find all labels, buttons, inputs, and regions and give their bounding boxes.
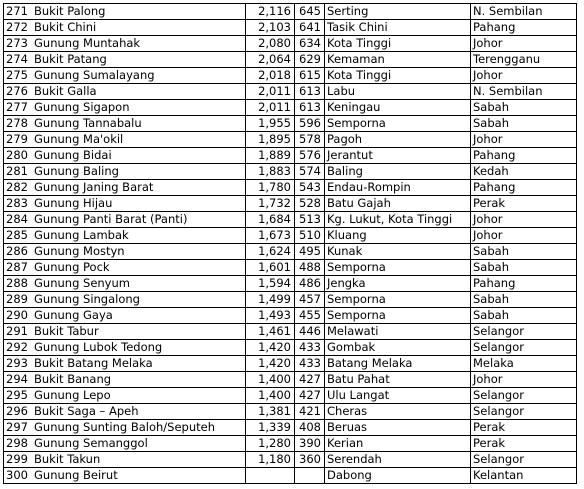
table-row (4, 100, 577, 116)
location-cell: Baling (325, 164, 471, 180)
table-row (4, 420, 577, 436)
mountain-name-cell: Gunung Ma'okil (32, 132, 246, 148)
table-row (4, 132, 577, 148)
height-metres-cell: 446 (295, 324, 325, 340)
height-feet-cell: 2,080 (246, 36, 295, 52)
height-metres-cell: 634 (295, 36, 325, 52)
location-cell: Keningau (325, 100, 471, 116)
table-row (4, 404, 577, 420)
state-cell: Pahang (471, 20, 577, 36)
state-cell: Sabah (471, 116, 577, 132)
height-feet-cell: 1,883 (246, 164, 295, 180)
height-metres-cell: 613 (295, 100, 325, 116)
table-row (4, 68, 577, 84)
state-cell: Johor (471, 212, 577, 228)
state-cell: Perak (471, 196, 577, 212)
location-cell: Tasik Chini (325, 20, 471, 36)
height-feet-cell: 2,116 (246, 4, 295, 20)
height-feet-cell: 1,624 (246, 244, 295, 260)
row-number-cell: 297 (4, 420, 33, 436)
location-cell: Serendah (325, 452, 471, 468)
table-row (4, 84, 577, 100)
table-row (4, 196, 577, 212)
table-row (4, 228, 577, 244)
state-cell: Kedah (471, 164, 577, 180)
mountain-name-cell: Bukit Takun (32, 452, 246, 468)
state-cell: Johor (471, 228, 577, 244)
location-cell: Gombak (325, 340, 471, 356)
height-feet-cell: 1,673 (246, 228, 295, 244)
table-row (4, 20, 577, 36)
table-row (4, 180, 577, 196)
table-row (4, 372, 577, 388)
height-feet-cell: 1,280 (246, 436, 295, 452)
table-row (4, 308, 577, 324)
row-number-cell: 279 (4, 132, 33, 148)
row-number-cell: 289 (4, 292, 33, 308)
location-cell: Semporna (325, 116, 471, 132)
height-feet-cell: 1,180 (246, 452, 295, 468)
mountain-table (3, 3, 577, 484)
row-number-cell: 275 (4, 68, 33, 84)
table-row (4, 324, 577, 340)
row-number-cell: 277 (4, 100, 33, 116)
mountain-name-cell: Gunung Semanggol (32, 436, 246, 452)
row-number-cell: 288 (4, 276, 33, 292)
table-row (4, 116, 577, 132)
mountain-name-cell: Bukit Chini (32, 20, 246, 36)
location-cell: Jerantut (325, 148, 471, 164)
state-cell: Johor (471, 36, 577, 52)
state-cell: Selangor (471, 404, 577, 420)
table-row (4, 260, 577, 276)
table-row (4, 436, 577, 452)
state-cell: Selangor (471, 452, 577, 468)
mountain-name-cell: Gunung Muntahak (32, 36, 246, 52)
height-metres-cell: 641 (295, 20, 325, 36)
mountain-name-cell: Gunung Tannabalu (32, 116, 246, 132)
location-cell: Dabong (325, 468, 471, 484)
mountain-name-cell: Gunung Beirut (32, 468, 246, 484)
mountain-name-cell: Gunung Janing Barat (32, 180, 246, 196)
height-feet-cell: 1,594 (246, 276, 295, 292)
location-cell: Kota Tinggi (325, 68, 471, 84)
row-number-cell: 296 (4, 404, 33, 420)
location-cell: Kerian (325, 436, 471, 452)
location-cell: Semporna (325, 292, 471, 308)
table-row (4, 36, 577, 52)
mountain-name-cell: Gunung Lambak (32, 228, 246, 244)
row-number-cell: 282 (4, 180, 33, 196)
height-feet-cell: 1,400 (246, 388, 295, 404)
height-feet-cell: 2,011 (246, 84, 295, 100)
height-feet-cell: 1,381 (246, 404, 295, 420)
row-number-cell: 281 (4, 164, 33, 180)
state-cell: Pahang (471, 180, 577, 196)
height-metres-cell: 455 (295, 308, 325, 324)
height-metres-cell: 576 (295, 148, 325, 164)
height-metres-cell: 629 (295, 52, 325, 68)
mountain-name-cell: Gunung Gaya (32, 308, 246, 324)
row-number-cell: 283 (4, 196, 33, 212)
location-cell: Batang Melaka (325, 356, 471, 372)
state-cell: Perak (471, 436, 577, 452)
height-metres-cell: 613 (295, 84, 325, 100)
mountain-name-cell: Bukit Tabur (32, 324, 246, 340)
height-feet-cell: 1,780 (246, 180, 295, 196)
location-cell: Labu (325, 84, 471, 100)
row-number-cell: 295 (4, 388, 33, 404)
state-cell: Perak (471, 420, 577, 436)
state-cell: Selangor (471, 388, 577, 404)
table-row (4, 340, 577, 356)
row-number-cell: 280 (4, 148, 33, 164)
height-metres-cell: 495 (295, 244, 325, 260)
height-feet-cell: 1,499 (246, 292, 295, 308)
location-cell: Pagoh (325, 132, 471, 148)
mountain-name-cell: Bukit Galla (32, 84, 246, 100)
row-number-cell: 293 (4, 356, 33, 372)
mountain-name-cell: Gunung Sunting Baloh/Seputeh (32, 420, 246, 436)
height-metres-cell: 427 (295, 388, 325, 404)
row-number-cell: 292 (4, 340, 33, 356)
mountain-name-cell: Bukit Patang (32, 52, 246, 68)
row-number-cell: 286 (4, 244, 33, 260)
height-feet-cell (246, 468, 295, 484)
location-cell: Kota Tinggi (325, 36, 471, 52)
row-number-cell: 284 (4, 212, 33, 228)
table-row (4, 292, 577, 308)
height-feet-cell: 1,601 (246, 260, 295, 276)
height-feet-cell: 1,420 (246, 356, 295, 372)
state-cell: Pahang (471, 276, 577, 292)
height-feet-cell: 1,461 (246, 324, 295, 340)
location-cell: Jengka (325, 276, 471, 292)
height-metres-cell: 596 (295, 116, 325, 132)
state-cell: Selangor (471, 340, 577, 356)
height-metres-cell: 433 (295, 356, 325, 372)
height-feet-cell: 2,064 (246, 52, 295, 68)
mountain-name-cell: Gunung Lubok Tedong (32, 340, 246, 356)
state-cell: Johor (471, 68, 577, 84)
height-feet-cell: 1,684 (246, 212, 295, 228)
row-number-cell: 272 (4, 20, 33, 36)
state-cell: Pahang (471, 148, 577, 164)
row-number-cell: 278 (4, 116, 33, 132)
mountain-name-cell: Gunung Bidai (32, 148, 246, 164)
height-metres-cell: 427 (295, 372, 325, 388)
height-feet-cell: 1,420 (246, 340, 295, 356)
height-feet-cell: 1,339 (246, 420, 295, 436)
mountain-name-cell: Bukit Banang (32, 372, 246, 388)
location-cell: Kg. Lukut, Kota Tinggi (325, 212, 471, 228)
table-row (4, 388, 577, 404)
location-cell: Semporna (325, 308, 471, 324)
height-feet-cell: 2,011 (246, 100, 295, 116)
state-cell: Selangor (471, 324, 577, 340)
height-metres-cell (295, 468, 325, 484)
height-metres-cell: 488 (295, 260, 325, 276)
height-metres-cell: 574 (295, 164, 325, 180)
row-number-cell: 300 (4, 468, 33, 484)
row-number-cell: 274 (4, 52, 33, 68)
table-row (4, 212, 577, 228)
mountain-table-body (4, 4, 577, 484)
mountain-name-cell: Gunung Mostyn (32, 244, 246, 260)
height-metres-cell: 360 (295, 452, 325, 468)
mountain-name-cell: Gunung Singalong (32, 292, 246, 308)
location-cell: Kluang (325, 228, 471, 244)
state-cell: Sabah (471, 292, 577, 308)
location-cell: Endau-Rompin (325, 180, 471, 196)
mountain-name-cell: Gunung Lepo (32, 388, 246, 404)
mountain-name-cell: Gunung Sigapon (32, 100, 246, 116)
state-cell: N. Sembilan (471, 4, 577, 20)
height-metres-cell: 578 (295, 132, 325, 148)
table-row (4, 468, 577, 484)
state-cell: N. Sembilan (471, 84, 577, 100)
mountain-name-cell: Bukit Palong (32, 4, 246, 20)
state-cell: Sabah (471, 100, 577, 116)
table-row (4, 244, 577, 260)
state-cell: Terengganu (471, 52, 577, 68)
state-cell: Kelantan (471, 468, 577, 484)
state-cell: Sabah (471, 308, 577, 324)
location-cell: Cheras (325, 404, 471, 420)
state-cell: Melaka (471, 356, 577, 372)
height-feet-cell: 2,018 (246, 68, 295, 84)
mountain-name-cell: Gunung Hijau (32, 196, 246, 212)
table-row (4, 4, 577, 20)
row-number-cell: 276 (4, 84, 33, 100)
row-number-cell: 271 (4, 4, 33, 20)
table-row (4, 452, 577, 468)
height-metres-cell: 543 (295, 180, 325, 196)
height-feet-cell: 2,103 (246, 20, 295, 36)
height-feet-cell: 1,895 (246, 132, 295, 148)
row-number-cell: 294 (4, 372, 33, 388)
height-metres-cell: 390 (295, 436, 325, 452)
height-feet-cell: 1,493 (246, 308, 295, 324)
mountain-name-cell: Gunung Panti Barat (Panti) (32, 212, 246, 228)
row-number-cell: 291 (4, 324, 33, 340)
row-number-cell: 290 (4, 308, 33, 324)
height-metres-cell: 645 (295, 4, 325, 20)
height-feet-cell: 1,955 (246, 116, 295, 132)
table-row (4, 148, 577, 164)
table-row (4, 356, 577, 372)
row-number-cell: 299 (4, 452, 33, 468)
mountain-name-cell: Gunung Pock (32, 260, 246, 276)
location-cell: Serting (325, 4, 471, 20)
height-metres-cell: 615 (295, 68, 325, 84)
height-metres-cell: 528 (295, 196, 325, 212)
row-number-cell: 298 (4, 436, 33, 452)
height-feet-cell: 1,889 (246, 148, 295, 164)
state-cell: Johor (471, 372, 577, 388)
row-number-cell: 273 (4, 36, 33, 52)
location-cell: Batu Gajah (325, 196, 471, 212)
location-cell: Beruas (325, 420, 471, 436)
height-feet-cell: 1,400 (246, 372, 295, 388)
location-cell: Batu Pahat (325, 372, 471, 388)
state-cell: Sabah (471, 244, 577, 260)
row-number-cell: 287 (4, 260, 33, 276)
height-metres-cell: 510 (295, 228, 325, 244)
mountain-name-cell: Gunung Sumalayang (32, 68, 246, 84)
height-feet-cell: 1,732 (246, 196, 295, 212)
location-cell: Melawati (325, 324, 471, 340)
mountain-name-cell: Gunung Baling (32, 164, 246, 180)
table-row (4, 164, 577, 180)
row-number-cell: 285 (4, 228, 33, 244)
mountain-name-cell: Bukit Saga – Apeh (32, 404, 246, 420)
height-metres-cell: 421 (295, 404, 325, 420)
state-cell: Sabah (471, 260, 577, 276)
height-metres-cell: 457 (295, 292, 325, 308)
location-cell: Kunak (325, 244, 471, 260)
mountain-name-cell: Bukit Batang Melaka (32, 356, 246, 372)
mountain-name-cell: Gunung Senyum (32, 276, 246, 292)
height-metres-cell: 408 (295, 420, 325, 436)
location-cell: Kemaman (325, 52, 471, 68)
location-cell: Semporna (325, 260, 471, 276)
height-metres-cell: 513 (295, 212, 325, 228)
location-cell: Ulu Langat (325, 388, 471, 404)
table-row (4, 52, 577, 68)
state-cell: Johor (471, 132, 577, 148)
table-row (4, 276, 577, 292)
height-metres-cell: 433 (295, 340, 325, 356)
height-metres-cell: 486 (295, 276, 325, 292)
